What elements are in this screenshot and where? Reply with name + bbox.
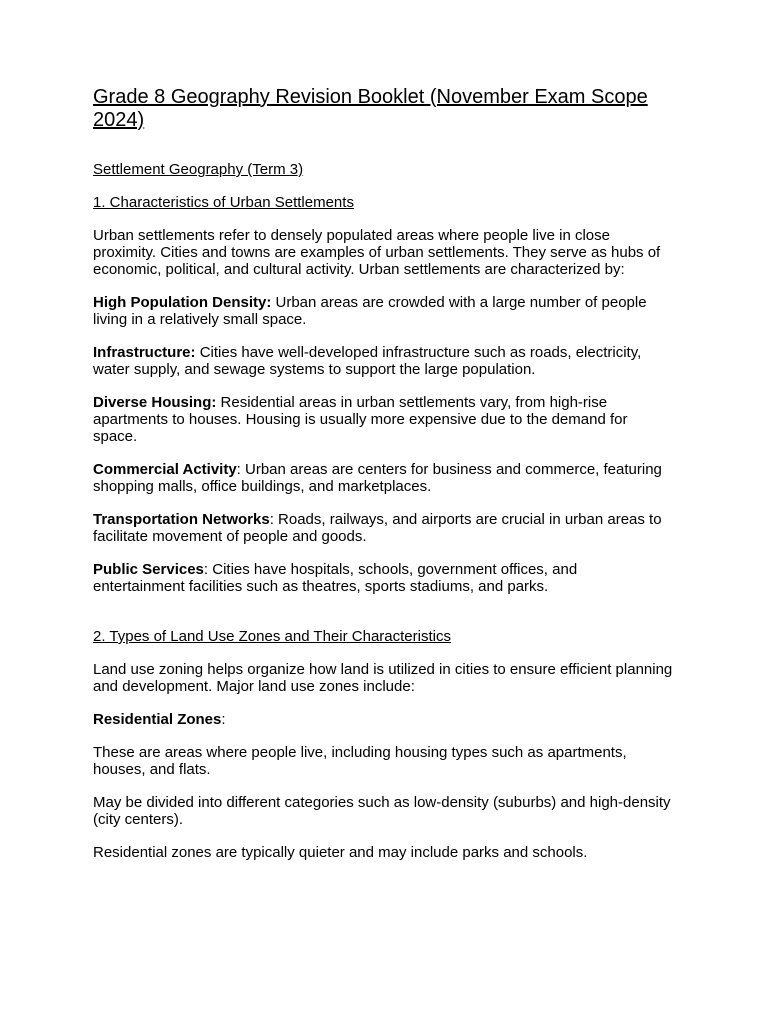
- characteristic-item: [93, 394, 673, 445]
- characteristic-term: Commercial Activity: [93, 461, 237, 478]
- section-1-heading: 1. Characteristics of Urban Settlements: [93, 194, 354, 211]
- characteristic-text: : Urban areas are centers for business and commerce, featuring shopping malls, office buildings, and marketplaces.: [93, 461, 662, 495]
- characteristic-item: [93, 294, 673, 328]
- residential-zones-heading: [93, 711, 673, 728]
- residential-paragraph: Residential zones are typically quieter and may include parks and schools.: [93, 844, 588, 861]
- residential-zones-term: Residential Zones: [93, 711, 222, 728]
- characteristic-text: : Roads, railways, and airports are crucial in urban areas to facilitate movement of people and goods.: [93, 511, 662, 545]
- residential-zones-colon: :: [221, 711, 226, 728]
- section-1-intro: Urban settlements refer to densely populated areas where people live in close proximity. Cities and towns are examples of urban settlements. They serve as hubs of economic, political, and cultural activity. Urban settlements are characterized by:: [93, 227, 661, 278]
- characteristic-term: High Population Density:: [93, 294, 272, 311]
- characteristic-item: [93, 511, 673, 545]
- characteristic-text: Cities have well-developed infrastructure such as roads, electricity, water supply, and sewage systems to support the large population.: [93, 344, 642, 378]
- section-2-heading: 2. Types of Land Use Zones and Their Characteristics: [93, 628, 451, 645]
- section-2-intro: Land use zoning helps organize how land is utilized in cities to ensure efficient planning and development. Major land use zones include:: [93, 661, 673, 695]
- characteristic-term: Public Services: [93, 561, 204, 578]
- residential-paragraph: These are areas where people live, including housing types such as apartments, houses, and flats.: [93, 744, 627, 778]
- characteristic-text: : Cities have hospitals, schools, government offices, and entertainment facilities such as theatres, sports stadiums, and parks.: [93, 561, 578, 595]
- characteristic-term: Infrastructure:: [93, 344, 196, 361]
- characteristic-item: [93, 344, 673, 378]
- characteristic-text: Urban areas are crowded with a large number of people living in a relatively small space.: [93, 294, 647, 328]
- document-title: Grade 8 Geography Revision Booklet (November Exam Scope 2024): [93, 86, 648, 131]
- characteristic-term: Diverse Housing:: [93, 394, 217, 411]
- characteristic-term: Transportation Networks: [93, 511, 270, 528]
- characteristic-item: [93, 561, 673, 595]
- residential-paragraph: May be divided into different categories such as low-density (suburbs) and high-density (city centers).: [93, 794, 671, 828]
- characteristic-item: [93, 461, 673, 495]
- characteristic-text: Residential areas in urban settlements vary, from high-rise apartments to houses. Housing is usually more expensive due to the demand for space.: [93, 394, 628, 445]
- document-content: [93, 86, 673, 877]
- unit-heading: Settlement Geography (Term 3): [93, 161, 304, 178]
